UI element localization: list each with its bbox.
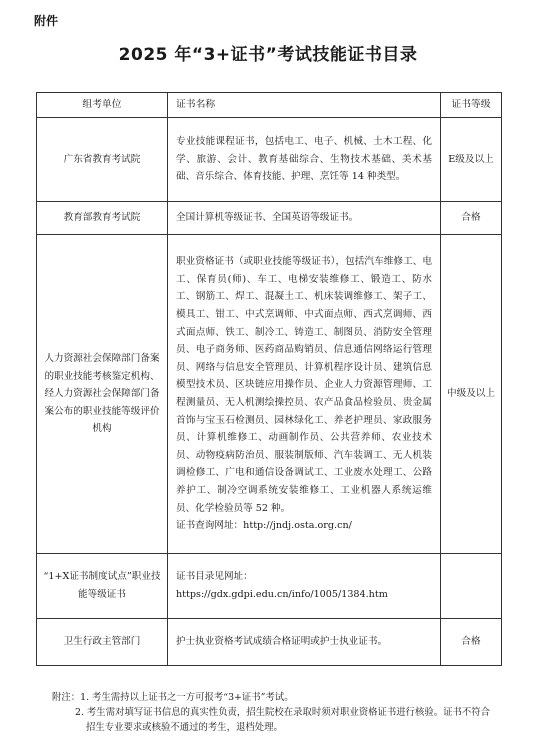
cell-unit: “1+X证书制度试点”职业技能等级证书 <box>37 554 168 619</box>
cell-unit: 教育部教育考试院 <box>37 202 168 235</box>
table-row <box>37 554 502 619</box>
footnote-2: 2. 考生需对填写证书信息的真实性负责，招生院校在录取时须对职业资格证书进行核验。证书不符合招生专业要求或核验不通过的考生，退档处理。 <box>75 707 491 733</box>
cell-unit: 卫生行政主管部门 <box>37 619 168 666</box>
cell-certificate: 全国计算机等级证书、全国英语等级证书。 <box>168 202 441 235</box>
table-row <box>37 118 502 202</box>
cell-unit: 人力资源社会保障部门备案的职业技能考核鉴定机构、经人力资源社会保障部门备案公布的职业技能等级评价机构 <box>37 235 168 554</box>
footnote-1: 附注：1. 考生需持以上证书之一方可报考“3+证书”考试。 <box>52 692 294 703</box>
cell-certificate <box>168 554 441 619</box>
cell-level: 中级及以上 <box>441 235 502 554</box>
cell-certificate <box>168 235 441 554</box>
cell-level: 合格 <box>441 619 502 666</box>
header-certificate: 证书名称 <box>168 93 441 118</box>
page-title: 2025 年“3+证书”考试技能证书目录 <box>118 45 418 65</box>
cell-certificate: 专业技能课程证书，包括电工、电子、机械、土木工程、化学、旅游、会计、教育基础综合、生物技术基础、美术基础、音乐综合、体育技能、护理、烹饪等 14 种类型。 <box>168 118 441 202</box>
cell-level: E级及以上 <box>441 118 502 202</box>
header-level: 证书等级 <box>441 93 502 118</box>
certificate-query-link[interactable]: 证书查询网址：http://jndj.osta.org.cn/ <box>176 520 352 532</box>
certificate-list: 职业资格证书（或职业技能等级证书），包括汽车维修工、电工、保育员(师)、车工、电梯安装维修工、锻造工、防水工、钢筋工、焊工、混凝土工、机床装调维修工、架子工、模具工、钳工、中式烹调师、中式面点师、西式烹调师、西式面点师、铁工、制冷工、铸造工、制图员、消防安全管理员、电子商务师、医药商品购销员、信息通信网络运行管理员、网络与信息安全管理员、计算机程序设计员、建筑信息模型技术员、区块链应用操作员、企业人力资源管理师、工程测量员、无人机测绘操控员、农产品食品检验员、贵金属首饰与宝玉石检测员、园林绿化工、养老护理员、家政服务员、计算机维修工、动画制作员、公共营养师、农业技术员、动物疫病防治员、服装制版师、汽车装调工、无人机装调检修工、广电和通信设备调试工、工业废水处理工、公路养护工、制冷空调系统安装维修工、工业机器人系统运维员、化学检验员等 52 种。 <box>176 256 432 514</box>
cell-unit: 广东省教育考试院 <box>37 118 168 202</box>
cell-certificate: 护士执业资格考试成绩合格证明或护士执业证书。 <box>168 619 441 666</box>
certificate-table <box>36 92 502 666</box>
table-row <box>37 202 502 235</box>
cell-level: 合格 <box>441 202 502 235</box>
cell-level <box>441 554 502 619</box>
footnotes <box>52 690 492 735</box>
table-header-row <box>37 93 502 118</box>
header-unit: 组考单位 <box>37 93 168 118</box>
table-row <box>37 235 502 554</box>
attachment-label: 附件 <box>34 14 59 28</box>
certificate-directory-link[interactable]: https://gdx.gdpi.edu.cn/info/1005/1384.htm <box>176 589 388 600</box>
table-row <box>37 619 502 666</box>
certificate-directory-label: 证书目录见网址： <box>176 571 253 583</box>
